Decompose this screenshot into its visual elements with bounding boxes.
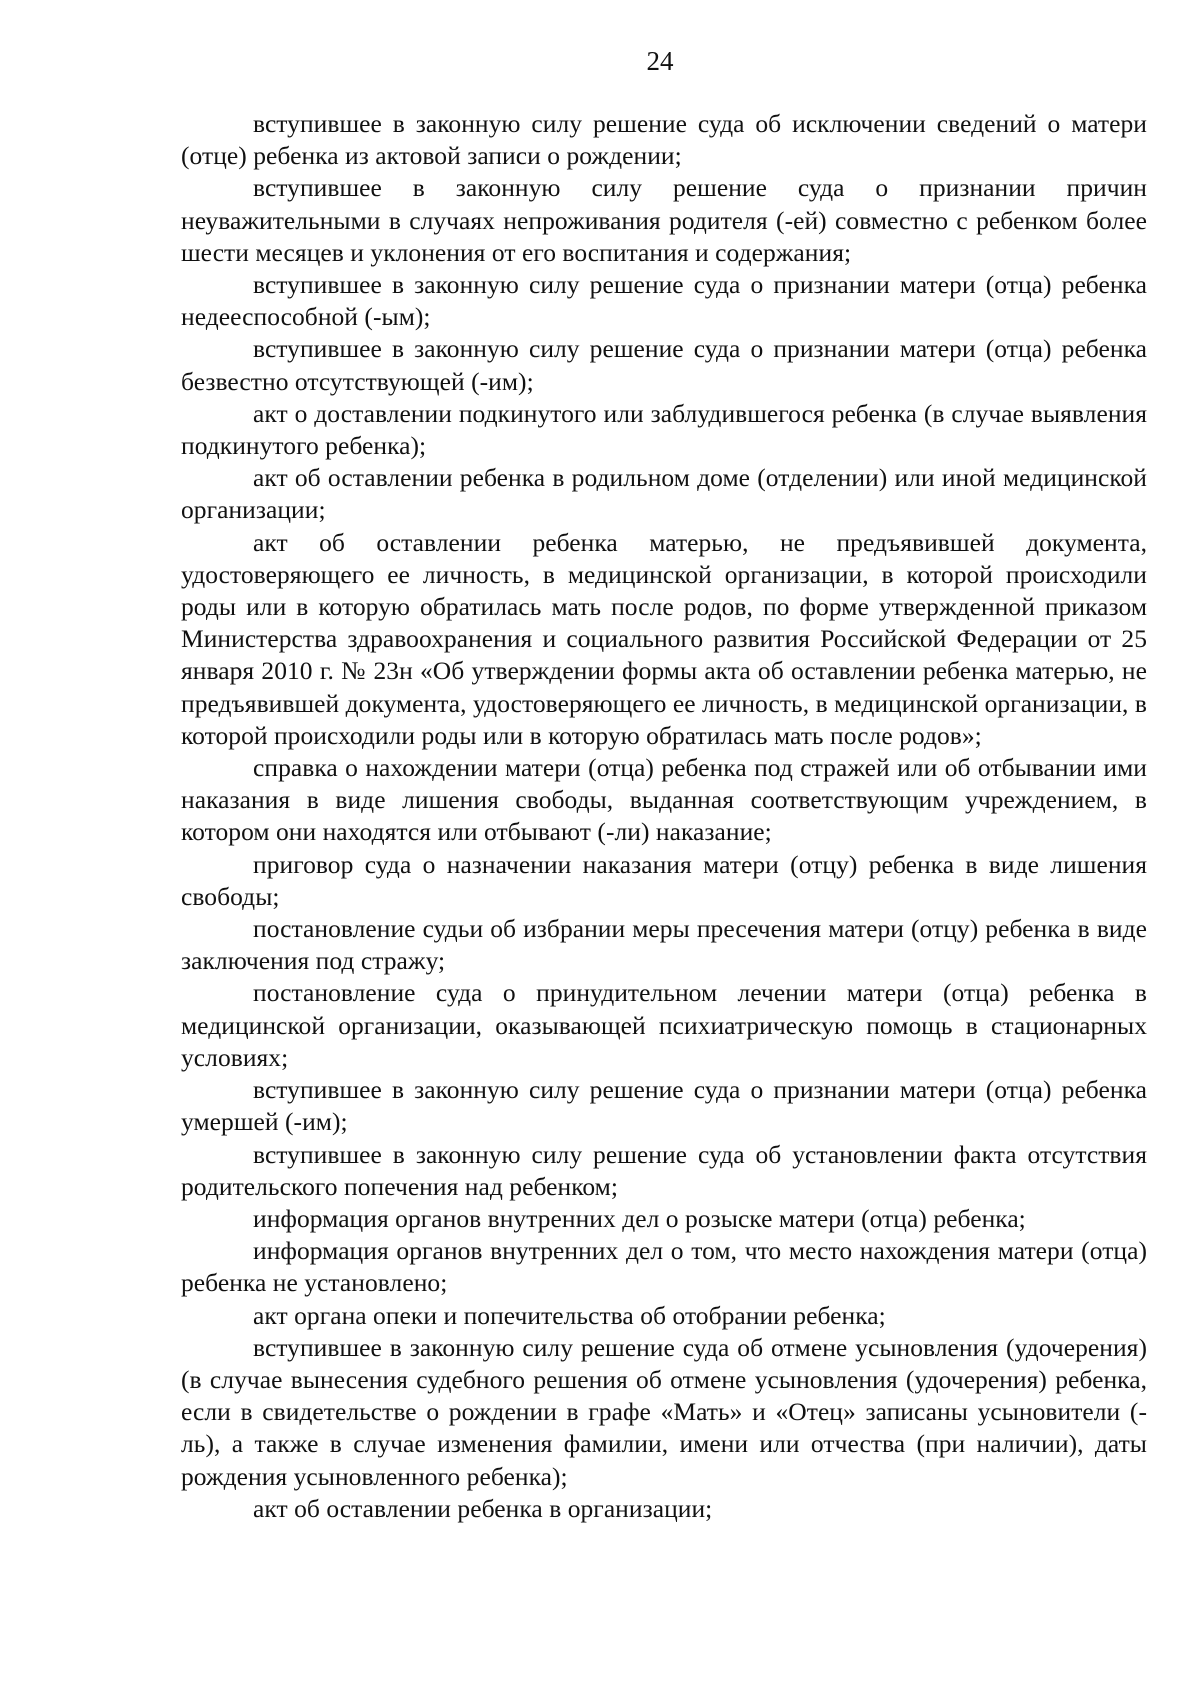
paragraph: вступившее в законную силу решение суда о признании причин неуважительными в случаях непроживания родителя (-ей) совместно с ребенком более шести месяцев и уклонения от его воспитания и содержания; bbox=[181, 173, 1147, 267]
paragraph: справка о нахождении матери (отца) ребенка под стражей или об отбывании ими наказания в виде лишения свободы, выданная соответствующим учреждением, в котором они находятся или отбывают (-ли) наказание; bbox=[181, 753, 1147, 847]
paragraph: акт органа опеки и попечительства об отобрании ребенка; bbox=[253, 1300, 886, 1330]
paragraph: вступившее в законную силу решение суда о признании матери (отца) ребенка умершей (-им); bbox=[181, 1075, 1147, 1137]
paragraph: вступившее в законную силу решение суда о признании матери (отца) ребенка безвестно отсутствующей (-им); bbox=[181, 334, 1147, 396]
paragraph: вступившее в законную силу решение суда об установлении факта отсутствия родительского попечения над ребенком; bbox=[181, 1139, 1147, 1201]
paragraph: вступившее в законную силу решение суда об отмене усыновления (удочерения) (в случае вынесения судебного решения об отмене усыновления (удочерения) ребенка, если в свидетельстве о рождении в графе «Мать» и «Отец» записаны усыновители (-ль), а также в случае изменения фамилии, имени или отчества (при наличии), даты рождения усыновленного ребенка); bbox=[181, 1332, 1147, 1491]
paragraph: вступившее в законную силу решение суда об исключении сведений о матери (отце) ребенка из актовой записи о рождении; bbox=[181, 109, 1147, 171]
paragraph: информация органов внутренних дел о розыске матери (отца) ребенка; bbox=[253, 1203, 1026, 1233]
paragraph: приговор суда о назначении наказания матери (отцу) ребенка в виде лишения свободы; bbox=[181, 849, 1147, 911]
paragraph: акт об оставлении ребенка в организации; bbox=[253, 1493, 713, 1523]
paragraph: постановление суда о принудительном лечении матери (отца) ребенка в медицинской организации, оказывающей психиатрическую помощь в стационарных условиях; bbox=[181, 978, 1147, 1072]
paragraph: акт о доставлении подкинутого или заблудившегося ребенка (в случае выявления подкинутого ребенка); bbox=[181, 398, 1147, 461]
paragraph: информация органов внутренних дел о том, что место нахождения матери (отца) ребенка не установлено; bbox=[181, 1236, 1147, 1298]
page-number: 24 bbox=[646, 46, 674, 76]
paragraph: акт об оставлении ребенка в родильном доме (отделении) или иной медицинской организации; bbox=[181, 463, 1147, 525]
paragraph: акт об оставлении ребенка матерью, не предъявившей документа, удостоверяющего ее личность, в медицинской организации, в которой происходили роды или в которую обратилась мать после родов, по форме утвержденной приказом Министерства здравоохранения и социального развития Российской Федерации от 25 января 2010 г. № 23н «Об утверждении формы акта об оставлении ребенка матерью, не предъявившей документа, удостоверяющего ее личность, в медицинской организации, в которой происходили роды или в которую обратилась мать после родов»; bbox=[181, 527, 1147, 750]
paragraph: постановление судьи об избрании меры пресечения матери (отцу) ребенка в виде заключения под стражу; bbox=[181, 914, 1147, 976]
paragraph: вступившее в законную силу решение суда о признании матери (отца) ребенка недееспособной (-ым); bbox=[181, 270, 1147, 332]
document-body bbox=[181, 108, 1147, 1525]
